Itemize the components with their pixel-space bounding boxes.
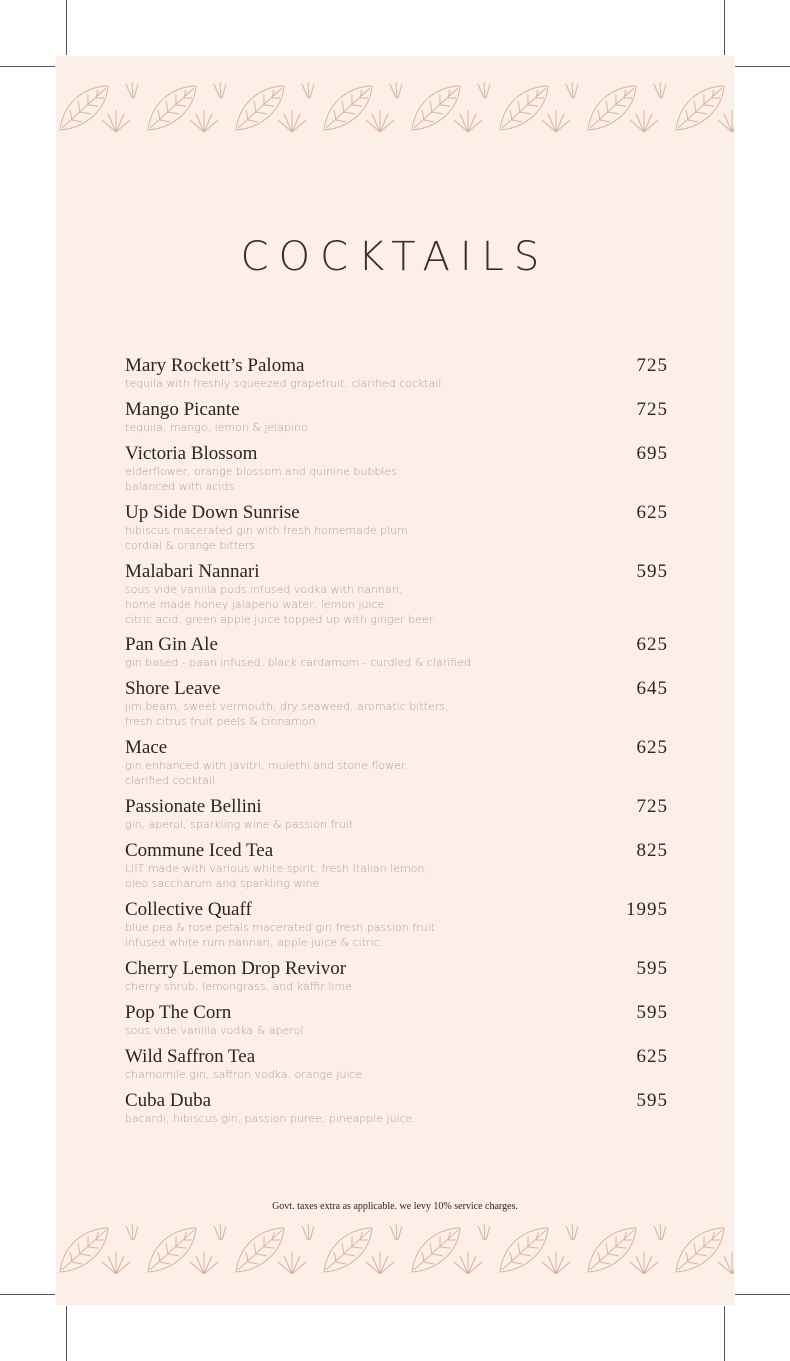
item-description: sous vide vanilla vodka & aperol [125,1024,304,1037]
item-price: 825 [636,840,668,861]
crop-mark [0,66,55,67]
item-name: Mace [125,737,168,758]
crop-mark [724,1306,725,1361]
menu-item [125,356,668,400]
item-price: 725 [636,796,668,817]
item-price: 625 [636,1046,668,1067]
item-price: 625 [636,502,668,523]
menu-item [125,797,668,841]
menu-item [125,503,668,562]
item-description: LIIT made with various white spirit, fresh Italian lemon, oleo saccharum and sparkling wine [125,862,428,890]
item-name: Wild Saffron Tea [125,1046,256,1067]
item-description: bacardi, hibiscus gin, passion puree, pineapple juice [125,1112,413,1125]
menu-item [125,1091,668,1135]
item-price: 1995 [626,899,668,920]
item-name: Cuba Duba [125,1090,212,1111]
crop-mark [724,0,725,55]
menu-item [125,635,668,679]
item-price: 595 [636,1002,668,1023]
menu-item [125,900,668,959]
menu-item [125,841,668,900]
item-description: sous vide vanilla pods infused vodka with nannari, home made honey jalapeno water, lemon juice, citric acid, green apple juice topped up with ginger beer [125,583,434,626]
item-name: Mary Rockett’s Paloma [125,355,305,376]
item-description: jim beam, sweet vermouth, dry seaweed, aromatic bitters, fresh citrus fruit peels & cinnamon [125,700,449,728]
item-name: Up Side Down Sunrise [125,502,300,523]
item-name: Malabari Nannari [125,561,260,582]
item-price: 645 [636,678,668,699]
crop-mark [0,1294,55,1295]
item-price: 725 [636,355,668,376]
item-price: 595 [636,958,668,979]
crop-mark [66,0,67,55]
menu-item [125,959,668,1003]
item-price: 695 [636,443,668,464]
item-description: gin based - paan infused, black cardamom - curdled & clarified [125,656,472,669]
menu-item [125,400,668,444]
tax-note: Govt. taxes extra as applicable. we levy 10% service charges. [272,1201,518,1212]
item-name: Pop The Corn [125,1002,232,1023]
item-description: gin, aperol, sparkling wine & passion fruit [125,818,354,831]
item-name: Shore Leave [125,678,221,699]
item-description: hibiscus macerated gin with fresh homemade plum cordial & orange bitters [125,524,408,552]
item-price: 625 [636,634,668,655]
menu-item [125,562,668,635]
item-name: Passionate Bellini [125,796,262,817]
leaf-ornament-band-bottom [56,1222,734,1278]
item-description: tequila, mango, lemon & jelapino [125,421,308,434]
item-description: tequila with freshly squeezed grapefruit, clarified cocktail [125,377,442,390]
item-name: Mango Picante [125,399,240,420]
menu-item [125,444,668,503]
menu-item [125,679,668,738]
menu-card [56,56,734,1305]
item-price: 595 [636,561,668,582]
crop-mark [735,1294,790,1295]
menu-item [125,738,668,797]
item-description: elderflower, orange blossom and quinine bubbles balanced with acids [125,465,397,493]
item-description: cherry shrub, lemongrass, and kaffir lime [125,980,352,993]
item-description: chamomile gin, saffron vodka, orange juice [125,1068,363,1081]
crop-mark [66,1306,67,1361]
menu-title: COCKTAILS [240,234,550,280]
item-name: Cherry Lemon Drop Revivor [125,958,347,979]
item-price: 625 [636,737,668,758]
item-description: gin enhanced with javitri, mulethi and stone flower. clarified cocktail [125,759,408,787]
menu-item [125,1003,668,1047]
item-price: 725 [636,399,668,420]
item-name: Collective Quaff [125,899,252,920]
item-name: Victoria Blossom [125,443,258,464]
item-name: Pan Gin Ale [125,634,218,655]
leaf-ornament-band-top [56,80,734,136]
crop-mark [735,66,790,67]
menu-item [125,1047,668,1091]
item-name: Commune Iced Tea [125,840,274,861]
item-description: blue pea & rose petals macerated gin fresh passion fruit infused white rum nannari, apple juice & citric [125,921,435,949]
item-price: 595 [636,1090,668,1111]
cocktail-list [125,356,668,1135]
